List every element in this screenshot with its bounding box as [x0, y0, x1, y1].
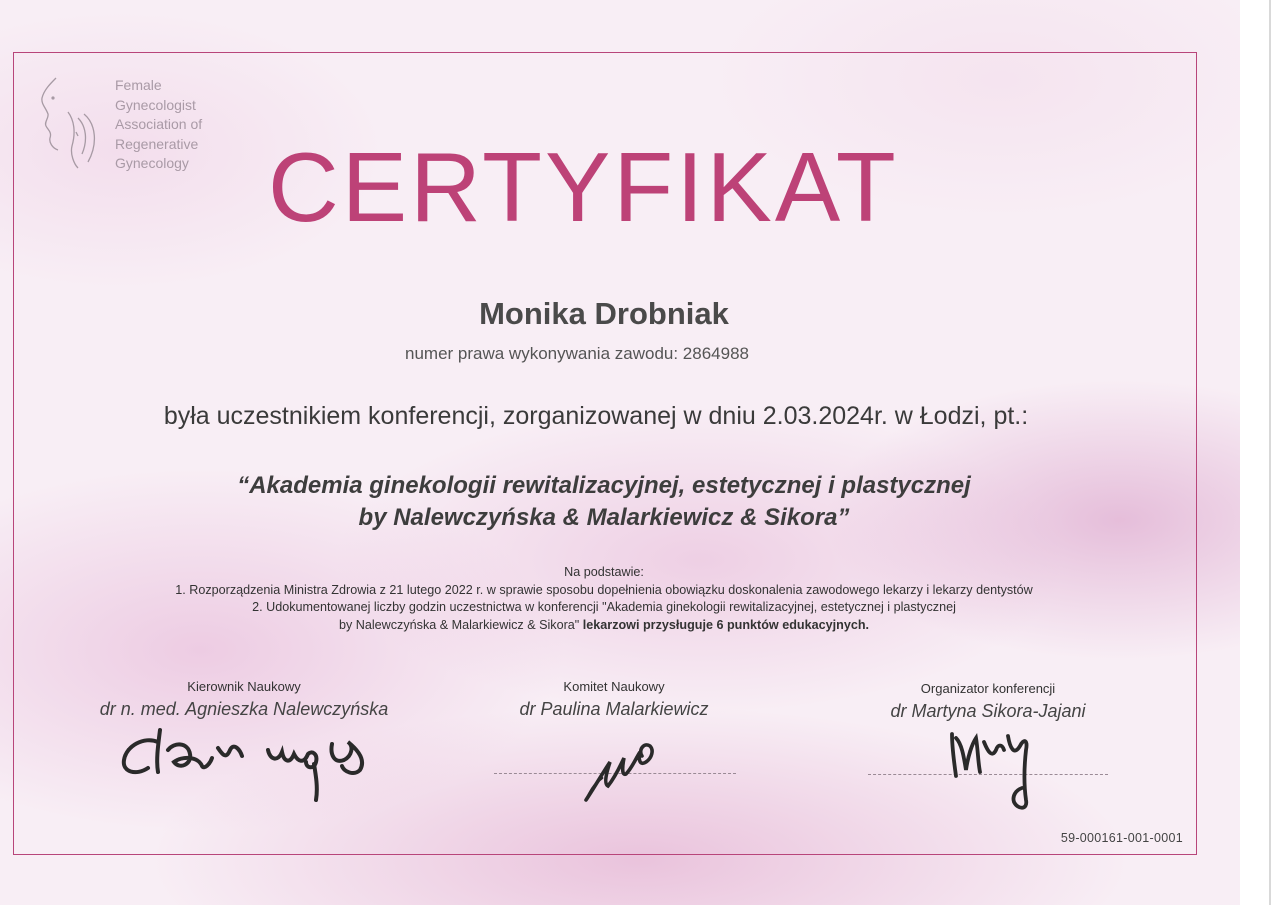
signatory-role: Kierownik Naukowy: [187, 679, 301, 694]
handwritten-signature-3: [944, 720, 1040, 814]
basis-item-2-line-2: [0, 617, 1208, 635]
logo-line: Regenerative: [115, 135, 199, 152]
recipient-name: Monika Drobniak: [479, 296, 729, 331]
signatory-name: dr n. med. Agnieszka Nalewczyńska: [99, 699, 389, 719]
logo-line: Gynecology: [115, 155, 189, 172]
handwritten-signature-1: [118, 720, 378, 804]
signatory-scientific-committee: [500, 678, 728, 722]
basis-item-2-text: by Nalewczyńska & Malarkiewicz & Sikora": [338, 617, 580, 632]
association-logo: [40, 76, 220, 176]
logo-line: Association of: [115, 116, 203, 133]
signatory-name: dr Paulina Malarkiewicz: [519, 699, 709, 719]
participation-statement: była uczestnikiem konferencji, zorganizowanej w dniu 2.03.2024r. w Łodzi, pt.:: [163, 402, 1029, 430]
education-points: lekarzowi przysługuje 6 punktów edukacyjnych.: [582, 617, 870, 632]
course-title: [0, 470, 1208, 534]
signatory-conference-organizer: [872, 680, 1104, 724]
logo-text: [115, 76, 235, 174]
basis-item-1: 1. Rozporządzenia Ministra Zdrowia z 21 lutego 2022 r. w sprawie sposobu dopełnienia obowiązku doskonalenia zawodowego lekarzy i lekarzy dentystów: [175, 582, 1033, 597]
signatory-role: Organizator konferencji: [920, 681, 1056, 696]
signatory-name: dr Martyna Sikora-Jajani: [890, 701, 1086, 721]
profile-icon: [40, 76, 112, 176]
course-title-line-2: by Nalewczyńska & Malarkiewicz & Sikora”: [358, 504, 850, 531]
handwritten-signature-2: [580, 732, 670, 806]
basis-item-2-line-1: 2. Udokumentowanej liczby godzin uczestnictwa w konferencji "Akademia ginekologii rewitalizacyjnej, estetycznej i plastycznej: [252, 600, 956, 614]
scan-edge: [1269, 0, 1271, 905]
logo-line: Gynecologist: [115, 96, 196, 113]
legal-basis: [0, 564, 1208, 634]
certificate-title: CERTYFIKAT: [268, 132, 899, 242]
signatory-scientific-director: [86, 678, 402, 722]
license-number: numer prawa wykonywania zawodu: 2864988: [405, 344, 749, 363]
logo-line: Female: [115, 77, 162, 93]
basis-heading: Na podstawie:: [564, 565, 644, 579]
certificate-serial-number: 59-000161-001-0001: [1060, 831, 1183, 845]
signatory-role: Komitet Naukowy: [563, 679, 665, 694]
course-title-line-1: “Akademia ginekologii rewitalizacyjnej, estetycznej i plastycznej: [237, 472, 971, 499]
scan-margin: [1240, 0, 1280, 905]
